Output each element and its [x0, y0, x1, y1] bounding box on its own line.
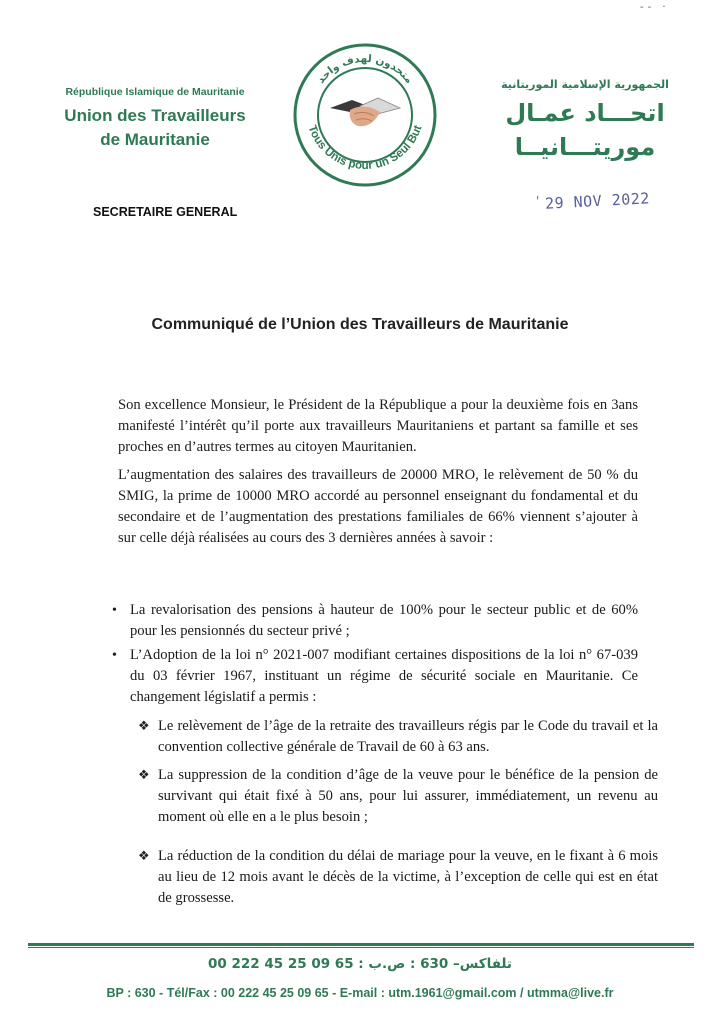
union-name — [30, 104, 280, 152]
stamp-mark: ' — [536, 194, 540, 208]
republic-label: République Islamique de Mauritanie — [65, 86, 245, 98]
bullet-icon: • — [112, 648, 117, 663]
list-item-text: L’Adoption de la loi n° 2021-007 modifiant certaines dispositions de la loi n° 67-039 du 03 février 1967, instituant un régime de sécurité sociale en Mauritanie. Ce changement législatif a permis : — [130, 647, 638, 705]
sub-list-item — [138, 846, 658, 909]
union-name-ar-line1: اتحـــاد عمـال — [505, 99, 665, 127]
top-marks: -- · — [640, 2, 670, 13]
footer-contact-line: BP : 630 - Tél/Fax : 00 222 45 25 09 65 - E-mail : utm.1961@gmail.com / utmma@live.fr — [106, 986, 614, 1000]
footer-divider-thin — [28, 947, 694, 948]
sub-list-item — [138, 716, 658, 758]
sub-list-item — [138, 765, 658, 828]
diamond-bullet-icon: ❖ — [138, 768, 150, 783]
bullet-list — [108, 645, 638, 708]
diamond-bullet-icon: ❖ — [138, 849, 150, 864]
republic-label-ar: الجمهورية الإسلامية الموريتانية — [501, 78, 669, 91]
logo-emblem — [290, 40, 440, 190]
document-title: Communiqué de l’Union des Travailleurs de Mauritanie — [151, 316, 569, 333]
footer-phone-line: 00 222 45 25 09 65 : تلفاكس– 630 : ص.ب — [207, 956, 512, 972]
paragraph: L’augmentation des salaires des travailleurs de 20000 MRO, le relèvement de 50 % du SMIG, la prime de 10000 MRO accordé au personnel enseignant du fondamental et du secondaire et de l’augmentation des prestations familiales de 66% viennent s’ajouter à sur celle déjà réalisées au cours des 3 dernières années à savoir : — [118, 467, 638, 546]
paragraph: Son excellence Monsieur, le Président de la République a pour la deuxième fois en 3ans manifesté l’intérêt qu’il porte aux travailleurs Mauritaniens et partant sa famille et ses proches en d’autres termes au citoyen Mauritanien. — [118, 397, 638, 455]
footer-divider — [28, 943, 694, 946]
sub-list-item-text: La suppression de la condition d’âge de la veuve pour le bénéfice de la pension de survivant qui était fixé à 50 ans, pour lui assurer, immédiatement, un revenu au moment où elle en a le plus besoin ; — [158, 767, 658, 825]
union-name-line1: Union des Travailleurs — [64, 106, 246, 125]
bullet-icon: • — [112, 603, 117, 618]
sub-list-item-text: Le relèvement de l’âge de la retraite des travailleurs régis par le Code du travail et la convention collective générale de Travail de 60 à 63 ans. — [158, 718, 658, 755]
logo-arc-top: متحدون لهدف واحد — [314, 52, 416, 86]
date-stamp: 29 NOV 2022 — [544, 189, 651, 213]
logo-arc-bottom: Tous Unis pour un Seul But — [305, 123, 425, 172]
union-name-line2: de Mauritanie — [100, 130, 210, 149]
union-logo — [290, 40, 440, 190]
list-item — [108, 645, 638, 708]
diamond-bullet-icon: ❖ — [138, 719, 150, 734]
bullet-list — [108, 600, 638, 642]
secretary-general-label: SECRETAIRE GENERAL — [93, 205, 238, 219]
sub-list-item-text: La réduction de la condition du délai de mariage pour la veuve, en le fixant à 6 mois au lieu de 12 mois avant le décès de la victime, à l’exception de celle qui est en état de grossesse. — [158, 848, 658, 906]
list-item-text: La revalorisation des pensions à hauteur de 100% pour le secteur public et de 60% pour les pensionnés du secteur privé ; — [130, 602, 638, 639]
union-name-ar — [470, 96, 700, 164]
union-name-ar-line2: موريتـــانيــا — [514, 133, 656, 161]
list-item — [108, 600, 638, 642]
